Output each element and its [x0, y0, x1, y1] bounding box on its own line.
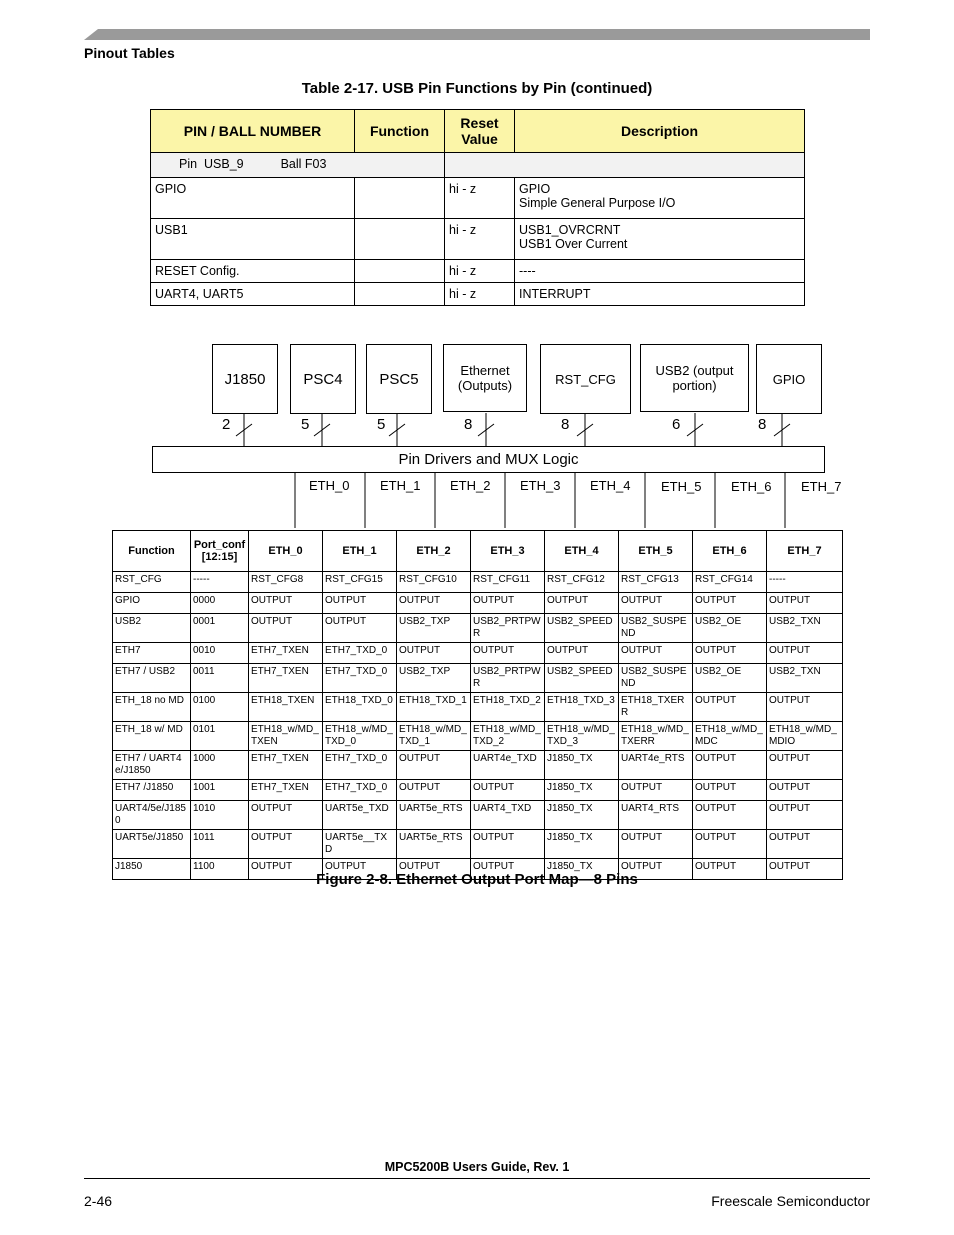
table-cell: OUTPUT — [693, 780, 767, 801]
company-name: Freescale Semiconductor — [711, 1193, 870, 1209]
column-header: ETH_7 — [767, 531, 843, 572]
cell: hi - z — [445, 283, 515, 306]
column-header: ETH_5 — [619, 531, 693, 572]
eth-output-label: ETH_2 — [450, 478, 491, 493]
table-cell: 0010 — [191, 643, 249, 664]
table-cell: ETH_18 w/ MD — [113, 722, 191, 751]
table-cell: ETH18_TXD_0 — [323, 693, 397, 722]
table-cell: ----- — [767, 572, 843, 593]
cell: hi - z — [445, 219, 515, 260]
table-cell: OUTPUT — [323, 614, 397, 643]
table-cell: ETH7 / UART4e/J1850 — [113, 751, 191, 780]
bus-width-label: 8 — [758, 416, 767, 433]
table-cell: OUTPUT — [471, 643, 545, 664]
table-cell: ETH7_TXD_0 — [323, 780, 397, 801]
column-header: ETH_6 — [693, 531, 767, 572]
table-cell: OUTPUT — [397, 643, 471, 664]
table-row — [113, 664, 843, 693]
eth-output-label: ETH_6 — [731, 479, 772, 494]
table-cell: OUTPUT — [767, 801, 843, 830]
column-header: Reset Value — [445, 110, 515, 153]
table-cell: OUTPUT — [693, 801, 767, 830]
table-cell: ETH7 /J1850 — [113, 780, 191, 801]
table-cell: RST_CFG13 — [619, 572, 693, 593]
bus-width-label: 5 — [377, 416, 386, 433]
table-cell: RST_CFG11 — [471, 572, 545, 593]
table-cell: OUTPUT — [693, 593, 767, 614]
table-cell: OUTPUT — [619, 859, 693, 880]
table-cell: OUTPUT — [767, 751, 843, 780]
table-cell: OUTPUT — [397, 859, 471, 880]
table-cell: ----- — [191, 572, 249, 593]
desc-line: GPIO — [519, 182, 551, 196]
table-cell: ETH_18 no MD — [113, 693, 191, 722]
table-cell: OUTPUT — [249, 593, 323, 614]
bus-width-label: 8 — [561, 416, 570, 433]
table-row — [113, 722, 843, 751]
eth-output-label: ETH_3 — [520, 478, 561, 493]
table-row — [113, 780, 843, 801]
table-cell: OUTPUT — [471, 859, 545, 880]
table-row — [113, 801, 843, 830]
bus-width-label: 8 — [464, 416, 473, 433]
table-cell: ETH18_TXERR — [619, 693, 693, 722]
table-cell: OUTPUT — [471, 830, 545, 859]
table-cell: ETH18_TXD_1 — [397, 693, 471, 722]
column-header: Function — [355, 110, 445, 153]
table-cell: ETH18_w/MD_TXEN — [249, 722, 323, 751]
table-cell: OUTPUT — [619, 593, 693, 614]
table-cell: OUTPUT — [767, 643, 843, 664]
mux-logic-block: Pin Drivers and MUX Logic — [152, 446, 825, 473]
table-cell: OUTPUT — [397, 751, 471, 780]
table-cell: UART4e_RTS — [619, 751, 693, 780]
table-cell: OUTPUT — [619, 643, 693, 664]
table-cell: RST_CFG8 — [249, 572, 323, 593]
table-cell: USB2_PRTPWR — [471, 614, 545, 643]
table-title: Table 2-17. USB Pin Functions by Pin (continued) — [301, 80, 653, 97]
column-header: Function — [113, 531, 191, 572]
table-cell: 0011 — [191, 664, 249, 693]
eth-output-label: ETH_5 — [661, 479, 702, 494]
table-cell: J1850_TX — [545, 801, 619, 830]
table-cell: OUTPUT — [545, 593, 619, 614]
table-row — [113, 593, 843, 614]
table-cell: OUTPUT — [767, 830, 843, 859]
table-cell: OUTPUT — [693, 643, 767, 664]
table-cell: USB2_TXP — [397, 614, 471, 643]
rst-cfg-block: RST_CFG — [540, 344, 631, 414]
table-cell: 1100 — [191, 859, 249, 880]
table-cell: ETH7_TXD_0 — [323, 643, 397, 664]
table-cell: USB2 — [113, 614, 191, 643]
column-header: PIN / BALL NUMBER — [151, 110, 355, 153]
port-map-body — [113, 572, 843, 880]
table-cell: ETH18_TXEN — [249, 693, 323, 722]
cell: INTERRUPT — [515, 283, 805, 306]
table-cell: ETH18_w/MD_TXERR — [619, 722, 693, 751]
table-cell: OUTPUT — [471, 593, 545, 614]
table-cell: OUTPUT — [767, 859, 843, 880]
table-cell: ETH18_w/MD_TXD_3 — [545, 722, 619, 751]
cell: hi - z — [445, 178, 515, 219]
table-cell: OUTPUT — [767, 693, 843, 722]
eth-output-label: ETH_4 — [590, 478, 631, 493]
ethernet-outputs-block: Ethernet (Outputs) — [443, 344, 527, 412]
eth-output-label: ETH_0 — [309, 478, 350, 493]
table-cell: USB2_OE — [693, 664, 767, 693]
table-cell: ETH7_TXEN — [249, 751, 323, 780]
table-cell: RST_CFG10 — [397, 572, 471, 593]
table-cell: ETH18_TXD_3 — [545, 693, 619, 722]
table-cell: 1011 — [191, 830, 249, 859]
table-cell: ETH7_TXEN — [249, 780, 323, 801]
table-cell: USB2_TXN — [767, 614, 843, 643]
table-cell: OUTPUT — [397, 780, 471, 801]
table-cell: USB2_TXP — [397, 664, 471, 693]
column-header: ETH_3 — [471, 531, 545, 572]
column-header: Description — [515, 110, 805, 153]
table-cell: UART5e_TXD — [323, 801, 397, 830]
table-row — [113, 830, 843, 859]
port-map-header-row — [113, 531, 843, 572]
table-cell: OUTPUT — [693, 859, 767, 880]
cell: RESET Config. — [151, 260, 355, 283]
table-cell: ETH18_w/MD_TXD_2 — [471, 722, 545, 751]
table-cell: UART5e/J1850 — [113, 830, 191, 859]
pin-label: Pin USB_9 — [179, 157, 244, 171]
table-cell: RST_CFG14 — [693, 572, 767, 593]
table-cell: OUTPUT — [323, 593, 397, 614]
table-cell: OUTPUT — [249, 830, 323, 859]
table-cell: ETH7 — [113, 643, 191, 664]
bus-width-label: 5 — [301, 416, 310, 433]
table-row — [113, 693, 843, 722]
table-cell: 0101 — [191, 722, 249, 751]
table-cell: RST_CFG15 — [323, 572, 397, 593]
j1850-block: J1850 — [212, 344, 278, 414]
column-header: ETH_2 — [397, 531, 471, 572]
usb2-output-block: USB2 (output portion) — [640, 344, 749, 412]
cell: ---- — [515, 260, 805, 283]
column-header: Port_conf [12:15] — [191, 531, 249, 572]
table-cell: 1001 — [191, 780, 249, 801]
table-cell: RST_CFG12 — [545, 572, 619, 593]
table-cell: USB2_SUSPEND — [619, 614, 693, 643]
port-map-table — [112, 530, 843, 880]
table-cell: OUTPUT — [693, 693, 767, 722]
table-cell: UART5e_RTS — [397, 830, 471, 859]
table-cell: ETH18_w/MD_TXD_0 — [323, 722, 397, 751]
table-cell: OUTPUT — [767, 780, 843, 801]
table-cell: 1000 — [191, 751, 249, 780]
table-cell: UART5e__TXD — [323, 830, 397, 859]
table-cell: ETH7_TXEN — [249, 643, 323, 664]
desc-line: USB1 Over Current — [519, 237, 628, 251]
column-header: ETH_4 — [545, 531, 619, 572]
table-cell: USB2_SPEED — [545, 614, 619, 643]
cell: GPIO — [151, 178, 355, 219]
table-row — [113, 572, 843, 593]
table-cell: UART4e_TXD — [471, 751, 545, 780]
desc-line: USB1_OVRCRNT — [519, 223, 621, 237]
table-cell: OUTPUT — [767, 593, 843, 614]
table-cell: ETH7_TXEN — [249, 664, 323, 693]
table-cell: ETH7_TXD_0 — [323, 751, 397, 780]
cell: hi - z — [445, 260, 515, 283]
table-cell: RST_CFG — [113, 572, 191, 593]
psc5-block: PSC5 — [366, 344, 432, 414]
table-cell: 1010 — [191, 801, 249, 830]
bus-width-label: 6 — [672, 416, 681, 433]
footer-title: MPC5200B Users Guide, Rev. 1 — [384, 1160, 570, 1174]
table-cell: J1850_TX — [545, 859, 619, 880]
table-cell: USB2_SPEED — [545, 664, 619, 693]
table-cell: UART5e_RTS — [397, 801, 471, 830]
table-cell: ETH7_TXD_0 — [323, 664, 397, 693]
ball-label: Ball F03 — [280, 157, 327, 171]
psc4-block: PSC4 — [290, 344, 356, 414]
cell: UART4, UART5 — [151, 283, 355, 306]
table-cell: ETH18_w/MD_TXD_1 — [397, 722, 471, 751]
table-cell: 0001 — [191, 614, 249, 643]
table-cell: 0000 — [191, 593, 249, 614]
table-row — [113, 614, 843, 643]
table-cell: OUTPUT — [249, 614, 323, 643]
eth-output-label: ETH_7 — [801, 479, 842, 494]
column-header: ETH_0 — [249, 531, 323, 572]
table-cell: ETH18_w/MD_ MDC — [693, 722, 767, 751]
column-header: ETH_1 — [323, 531, 397, 572]
eth-output-label: ETH_1 — [380, 478, 421, 493]
table-cell: J1850 — [113, 859, 191, 880]
table-cell: OUTPUT — [249, 859, 323, 880]
table-cell: 0100 — [191, 693, 249, 722]
table-cell: USB2_SUSPEND — [619, 664, 693, 693]
table-cell: J1850_TX — [545, 830, 619, 859]
table-cell: UART4_RTS — [619, 801, 693, 830]
cell: USB1 — [151, 219, 355, 260]
table-cell: ETH7 / USB2 — [113, 664, 191, 693]
footer-rule — [84, 1178, 870, 1179]
table-cell: OUTPUT — [619, 780, 693, 801]
table-cell: USB2_PRTPWR — [471, 664, 545, 693]
table-cell: OUTPUT — [471, 780, 545, 801]
gpio-block: GPIO — [756, 344, 822, 414]
desc-line: Simple General Purpose I/O — [519, 196, 676, 210]
table-cell: UART4_TXD — [471, 801, 545, 830]
table-cell: OUTPUT — [545, 643, 619, 664]
section-header: Pinout Tables — [84, 45, 175, 61]
table-cell: OUTPUT — [397, 593, 471, 614]
table-cell: USB2_OE — [693, 614, 767, 643]
page-number: 2-46 — [84, 1193, 113, 1209]
table-cell: OUTPUT — [323, 859, 397, 880]
table-cell: J1850_TX — [545, 780, 619, 801]
table-cell: USB2_TXN — [767, 664, 843, 693]
table-cell: ETH18_w/MD_ MDIO — [767, 722, 843, 751]
bus-width-label: 2 — [222, 416, 231, 433]
table-cell: ETH18_TXD_2 — [471, 693, 545, 722]
table-row — [113, 751, 843, 780]
table-cell: GPIO — [113, 593, 191, 614]
figure-caption: Figure 2-8. Ethernet Output Port Map—8 Pins — [316, 871, 638, 888]
table-cell: OUTPUT — [249, 801, 323, 830]
table-cell: OUTPUT — [693, 830, 767, 859]
table-row — [113, 643, 843, 664]
table-cell: OUTPUT — [619, 830, 693, 859]
table-cell: OUTPUT — [693, 751, 767, 780]
table-cell: UART4/5e/J1850 — [113, 801, 191, 830]
table-cell: J1850_TX — [545, 751, 619, 780]
